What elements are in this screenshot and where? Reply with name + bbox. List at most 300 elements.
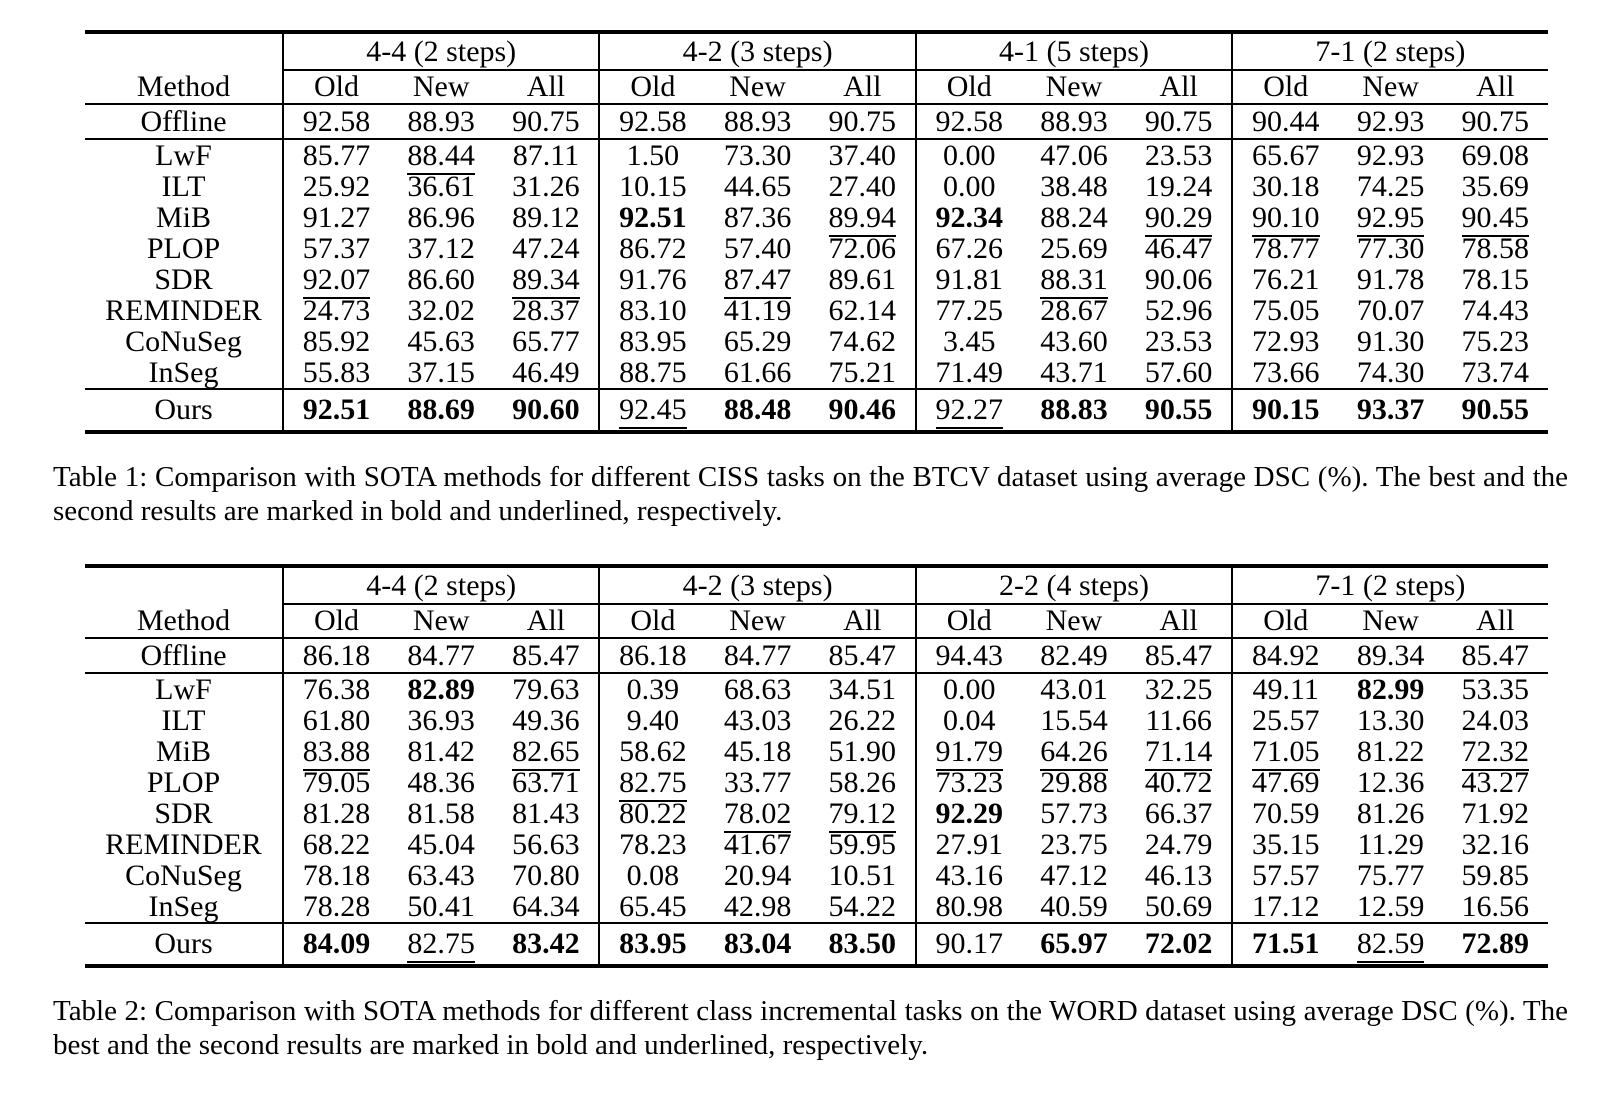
cell-value: 81.42 [407, 735, 475, 768]
cell-value: 50.41 [407, 890, 475, 923]
table-cell [389, 389, 493, 432]
table-cell [810, 171, 916, 202]
table-cell [1022, 923, 1126, 966]
cell-value: 78.23 [619, 828, 687, 861]
cell-value: 80.22 [619, 797, 687, 830]
table-cell [1022, 829, 1126, 860]
table-cell [1443, 736, 1548, 767]
cell-value: 70.80 [512, 859, 580, 892]
table-cell [1022, 860, 1126, 891]
table-cell [1126, 326, 1232, 357]
cell-value: 36.61 [407, 170, 475, 203]
table-row [85, 829, 1548, 860]
table-cell [1126, 295, 1232, 326]
sub-header: New [389, 604, 493, 638]
table-cell [1022, 171, 1126, 202]
method-label: Ours [85, 389, 283, 432]
method-label: PLOP [146, 232, 221, 265]
table-cell [493, 736, 599, 767]
cell-value: 92.27 [936, 393, 1004, 429]
cell-value: 50.69 [1144, 890, 1213, 923]
table-cell [599, 104, 705, 139]
table-cell [389, 891, 493, 923]
table-cell [1022, 389, 1126, 432]
table-cell [705, 326, 809, 357]
cell-value: 72.93 [1252, 325, 1320, 358]
cell-value: 81.58 [407, 797, 475, 830]
cell-value: 76.21 [1252, 263, 1320, 296]
cell-value: 64.34 [512, 890, 580, 923]
cell-value: 20.94 [723, 859, 792, 892]
table-cell [493, 357, 599, 389]
cell-value: 73.23 [935, 766, 1004, 799]
cell-value: 85.77 [302, 139, 371, 172]
cell-value: 90.60 [512, 393, 580, 426]
sub-header: New [1022, 70, 1126, 104]
method-column-header: Method [85, 70, 283, 104]
table-cell [916, 860, 1022, 891]
cell-value: 41.67 [723, 828, 792, 861]
table-cell [1126, 673, 1232, 705]
cell-value: 75.77 [1356, 859, 1425, 892]
sub-header: All [810, 604, 916, 638]
cell-value: 72.32 [1462, 735, 1530, 771]
cell-value: 82.65 [512, 735, 580, 771]
cell-value: 65.97 [1040, 927, 1108, 960]
cell-value: 88.48 [723, 393, 792, 426]
cell-value: 34.51 [828, 673, 897, 706]
cell-value: 25.69 [1040, 232, 1108, 265]
group-header: 7-1 (2 steps) [1232, 32, 1547, 70]
cell-value: 91.30 [1356, 325, 1425, 358]
corner-cell [85, 32, 283, 70]
cell-value: 40.72 [1144, 766, 1213, 799]
cell-value: 85.47 [1144, 639, 1213, 672]
table-cell [1022, 202, 1126, 233]
table-cell [810, 389, 916, 432]
cell-value: 3.45 [943, 325, 996, 358]
table-cell [810, 139, 916, 171]
cell-value: 73.66 [1252, 356, 1320, 389]
cell-value: 91.76 [619, 263, 687, 296]
table-cell [1443, 171, 1548, 202]
cell-value: 32.16 [1461, 828, 1529, 861]
cell-value: 58.62 [619, 735, 687, 768]
cell-value: 10.51 [828, 859, 897, 892]
cell-value: 72.06 [828, 232, 897, 265]
table-cell [705, 638, 809, 673]
table-cell [1338, 736, 1443, 767]
table-cell [283, 798, 389, 829]
cell-value: 28.37 [512, 294, 580, 327]
cell-value: 37.12 [407, 232, 475, 265]
table-cell [1232, 104, 1338, 139]
table-cell [599, 264, 705, 295]
cell-value: 59.85 [1461, 859, 1529, 892]
table-cell [916, 202, 1022, 233]
cell-value: 89.94 [829, 201, 897, 237]
table-cell [1443, 326, 1548, 357]
cell-value: 78.15 [1461, 263, 1529, 296]
sub-header: New [705, 604, 809, 638]
cell-value: 92.58 [302, 105, 371, 138]
cell-value: 88.69 [407, 393, 475, 426]
cell-value: 65.45 [619, 890, 687, 923]
table-cell [389, 171, 493, 202]
cell-value: 57.37 [302, 232, 371, 265]
cell-value: 69.08 [1461, 139, 1529, 172]
cell-value: 84.77 [407, 639, 475, 672]
cell-value: 36.93 [407, 704, 475, 737]
table-cell [493, 326, 599, 357]
cell-value: 90.45 [1462, 201, 1530, 237]
cell-value: 91.79 [936, 735, 1004, 771]
table-cell [1232, 736, 1338, 767]
cell-value: 0.04 [943, 704, 996, 737]
cell-value: 86.18 [302, 639, 371, 672]
table-cell [283, 295, 389, 326]
table-cell [810, 264, 916, 295]
table-cell [1443, 798, 1548, 829]
cell-value: 77.30 [1356, 232, 1425, 265]
table-cell [1232, 673, 1338, 705]
cell-value: 76.38 [302, 673, 371, 706]
table-cell [1232, 139, 1338, 171]
table-cell [389, 673, 493, 705]
group-header-row [85, 32, 1548, 70]
cell-value: 45.63 [407, 325, 475, 358]
table-cell [1338, 295, 1443, 326]
method-label: REMINDER [105, 828, 262, 861]
cell-value: 78.02 [724, 797, 792, 833]
table-cell [283, 357, 389, 389]
table-cell [1443, 638, 1548, 673]
cell-value: 81.22 [1356, 735, 1425, 768]
table-cell [283, 171, 389, 202]
cell-value: 88.93 [1040, 105, 1108, 138]
table-cell [389, 104, 493, 139]
method-label: REMINDER [105, 294, 262, 327]
table-row [85, 673, 1548, 705]
group-header: 4-4 (2 steps) [283, 32, 599, 70]
table-cell [599, 202, 705, 233]
cell-value: 84.77 [723, 639, 792, 672]
sub-header: All [1443, 70, 1548, 104]
cell-value: 23.53 [1144, 139, 1213, 172]
table-cell [705, 171, 809, 202]
group-header: 4-2 (3 steps) [599, 32, 915, 70]
cell-value: 90.06 [1144, 263, 1213, 296]
table-row [85, 891, 1548, 923]
cell-value: 88.31 [1040, 263, 1108, 299]
cell-value: 90.55 [1144, 393, 1213, 426]
cell-value: 78.77 [1252, 232, 1320, 265]
table-cell [493, 264, 599, 295]
cell-value: 45.04 [407, 828, 475, 861]
table-cell [1022, 326, 1126, 357]
cell-value: 9.40 [626, 704, 680, 737]
cell-value: 44.65 [723, 170, 792, 203]
table-cell [705, 389, 809, 432]
table-cell [283, 705, 389, 736]
cell-value: 46.47 [1144, 232, 1213, 265]
table-cell [1338, 673, 1443, 705]
table-cell [599, 357, 705, 389]
table2-section [0, 564, 1621, 1062]
method-label: CoNuSeg [125, 859, 242, 892]
table-cell [810, 767, 916, 798]
cell-value: 47.06 [1040, 139, 1108, 172]
method-label: MiB [155, 201, 212, 234]
table-cell [916, 171, 1022, 202]
table-cell [1443, 705, 1548, 736]
cell-value: 24.03 [1461, 704, 1529, 737]
cell-value: 53.35 [1461, 673, 1529, 706]
cell-value: 83.04 [723, 927, 792, 960]
cell-value: 74.62 [828, 325, 897, 358]
table-cell [599, 705, 705, 736]
table-cell [1443, 104, 1548, 139]
table-cell [705, 736, 809, 767]
cell-value: 82.59 [1357, 927, 1425, 963]
cell-value: 81.26 [1356, 797, 1425, 830]
table-cell [493, 295, 599, 326]
table-cell [493, 860, 599, 891]
sub-header: Old [283, 70, 389, 104]
table-cell [810, 736, 916, 767]
cell-value: 92.29 [935, 797, 1004, 830]
table-cell [1443, 860, 1548, 891]
cell-value: 23.53 [1144, 325, 1213, 358]
table-cell [1126, 139, 1232, 171]
cell-value: 90.75 [1461, 105, 1529, 138]
table-cell [389, 860, 493, 891]
table-row [85, 171, 1548, 202]
table-cell [810, 798, 916, 829]
cell-value: 35.15 [1252, 828, 1320, 861]
table-cell [705, 295, 809, 326]
table-cell [916, 829, 1022, 860]
cell-value: 16.56 [1461, 890, 1529, 923]
table-cell [389, 233, 493, 264]
table-cell [810, 829, 916, 860]
table-row [85, 736, 1548, 767]
cell-value: 67.26 [935, 232, 1004, 265]
cell-value: 15.54 [1040, 704, 1108, 737]
cell-value: 49.36 [512, 704, 580, 737]
cell-value: 37.15 [407, 356, 475, 389]
table-cell [1126, 705, 1232, 736]
table-cell [705, 798, 809, 829]
table-cell [1232, 860, 1338, 891]
cell-value: 72.89 [1461, 927, 1529, 960]
cell-value: 29.88 [1040, 766, 1108, 799]
sub-header-row [85, 604, 1548, 638]
table-cell [283, 860, 389, 891]
method-label: Offline [85, 638, 283, 673]
table-cell [1022, 891, 1126, 923]
table-cell [1022, 233, 1126, 264]
table-cell [810, 638, 916, 673]
table-cell [599, 233, 705, 264]
cell-value: 92.58 [619, 105, 687, 138]
cell-value: 0.00 [943, 170, 996, 203]
cell-value: 35.69 [1461, 170, 1529, 203]
cell-value: 90.15 [1252, 393, 1320, 426]
cell-value: 90.75 [828, 105, 897, 138]
table-cell [389, 923, 493, 966]
table-cell [1338, 705, 1443, 736]
group-header: 7-1 (2 steps) [1232, 566, 1547, 604]
cell-value: 82.49 [1040, 639, 1108, 672]
cell-value: 31.26 [512, 170, 580, 203]
cell-value: 86.18 [619, 639, 687, 672]
sub-header: New [1338, 70, 1443, 104]
cell-value: 82.75 [619, 766, 687, 802]
method-label: PLOP [146, 766, 221, 799]
cell-value: 88.93 [723, 105, 792, 138]
table-cell [283, 673, 389, 705]
group-header: 4-1 (5 steps) [916, 32, 1232, 70]
cell-value: 74.43 [1461, 294, 1529, 327]
table-cell [810, 923, 916, 966]
table-cell [705, 705, 809, 736]
cell-value: 83.88 [303, 735, 371, 771]
table-cell [916, 767, 1022, 798]
table-cell [810, 860, 916, 891]
table-cell [389, 295, 493, 326]
table-cell [1338, 829, 1443, 860]
table-cell [493, 171, 599, 202]
table-cell [283, 638, 389, 673]
table-cell [283, 891, 389, 923]
table-cell [283, 326, 389, 357]
sub-header: All [1126, 70, 1232, 104]
table-row [85, 264, 1548, 295]
cell-value: 0.08 [626, 859, 680, 892]
table-cell [1443, 389, 1548, 432]
table-cell [1338, 264, 1443, 295]
table-cell [1338, 860, 1443, 891]
cell-value: 70.59 [1252, 797, 1320, 830]
cell-value: 90.10 [1252, 201, 1320, 237]
table-cell [1126, 104, 1232, 139]
cell-value: 65.67 [1252, 139, 1320, 172]
cell-value: 92.58 [935, 105, 1004, 138]
cell-value: 13.30 [1356, 704, 1425, 737]
cell-value: 82.99 [1356, 673, 1425, 706]
cell-value: 56.63 [512, 828, 580, 861]
cell-value: 68.63 [723, 673, 792, 706]
table-cell [705, 233, 809, 264]
cell-value: 55.83 [302, 356, 371, 389]
table-cell [283, 389, 389, 432]
table-cell [493, 139, 599, 171]
table-cell [1022, 705, 1126, 736]
cell-value: 49.11 [1252, 673, 1319, 706]
cell-value: 72.02 [1144, 927, 1213, 960]
method-label: LwF [155, 139, 212, 172]
cell-value: 82.89 [407, 673, 475, 706]
cell-value: 83.42 [512, 927, 580, 960]
table-cell [599, 923, 705, 966]
table-cell [283, 767, 389, 798]
method-label: ILT [161, 704, 206, 737]
cell-value: 90.75 [512, 105, 580, 138]
cell-value: 90.46 [828, 393, 897, 426]
table-cell [389, 767, 493, 798]
cell-value: 41.19 [723, 294, 792, 327]
table-cell [599, 767, 705, 798]
cell-value: 71.92 [1461, 797, 1529, 830]
cell-value: 57.57 [1252, 859, 1320, 892]
cell-value: 90.17 [935, 927, 1004, 960]
table-cell [705, 860, 809, 891]
word-comparison-table [85, 564, 1548, 968]
table-cell [916, 139, 1022, 171]
table-cell [916, 638, 1022, 673]
table-cell [1232, 326, 1338, 357]
cell-value: 25.57 [1252, 704, 1320, 737]
cell-value: 46.49 [512, 356, 580, 389]
cell-value: 62.14 [828, 294, 897, 327]
cell-value: 75.05 [1252, 294, 1320, 327]
table-cell [1338, 891, 1443, 923]
cell-value: 57.73 [1040, 797, 1108, 830]
cell-value: 73.74 [1461, 356, 1529, 389]
table-cell [916, 357, 1022, 389]
cell-value: 87.47 [724, 263, 792, 299]
table-cell [1338, 357, 1443, 389]
table-cell [1126, 233, 1232, 264]
sub-header: Old [283, 604, 389, 638]
cell-value: 91.27 [302, 201, 371, 234]
table-cell [493, 798, 599, 829]
table-cell [1232, 264, 1338, 295]
cell-value: 88.44 [407, 139, 475, 175]
cell-value: 90.75 [1144, 105, 1213, 138]
cell-value: 42.98 [723, 890, 792, 923]
table-cell [1443, 264, 1548, 295]
cell-value: 17.12 [1252, 890, 1320, 923]
sub-header: All [810, 70, 916, 104]
table-cell [1232, 767, 1338, 798]
table-cell [1443, 891, 1548, 923]
table-cell [599, 139, 705, 171]
table-cell [1126, 357, 1232, 389]
cell-value: 90.55 [1461, 393, 1529, 426]
cell-value: 12.36 [1356, 766, 1425, 799]
cell-value: 87.36 [723, 201, 792, 234]
cell-value: 84.92 [1252, 639, 1320, 672]
table-cell [1126, 829, 1232, 860]
table-cell [599, 389, 705, 432]
cell-value: 51.90 [828, 735, 897, 768]
cell-value: 0.39 [626, 673, 680, 706]
table-cell [916, 326, 1022, 357]
table-cell [810, 891, 916, 923]
table-row [85, 798, 1548, 829]
method-label: SDR [154, 263, 213, 296]
table-cell [1443, 357, 1548, 389]
group-header: 4-2 (3 steps) [599, 566, 915, 604]
table-cell [493, 891, 599, 923]
table-cell [810, 295, 916, 326]
sub-header: New [1022, 604, 1126, 638]
table-cell [389, 638, 493, 673]
cell-value: 12.59 [1356, 890, 1425, 923]
cell-value: 71.05 [1252, 735, 1320, 771]
